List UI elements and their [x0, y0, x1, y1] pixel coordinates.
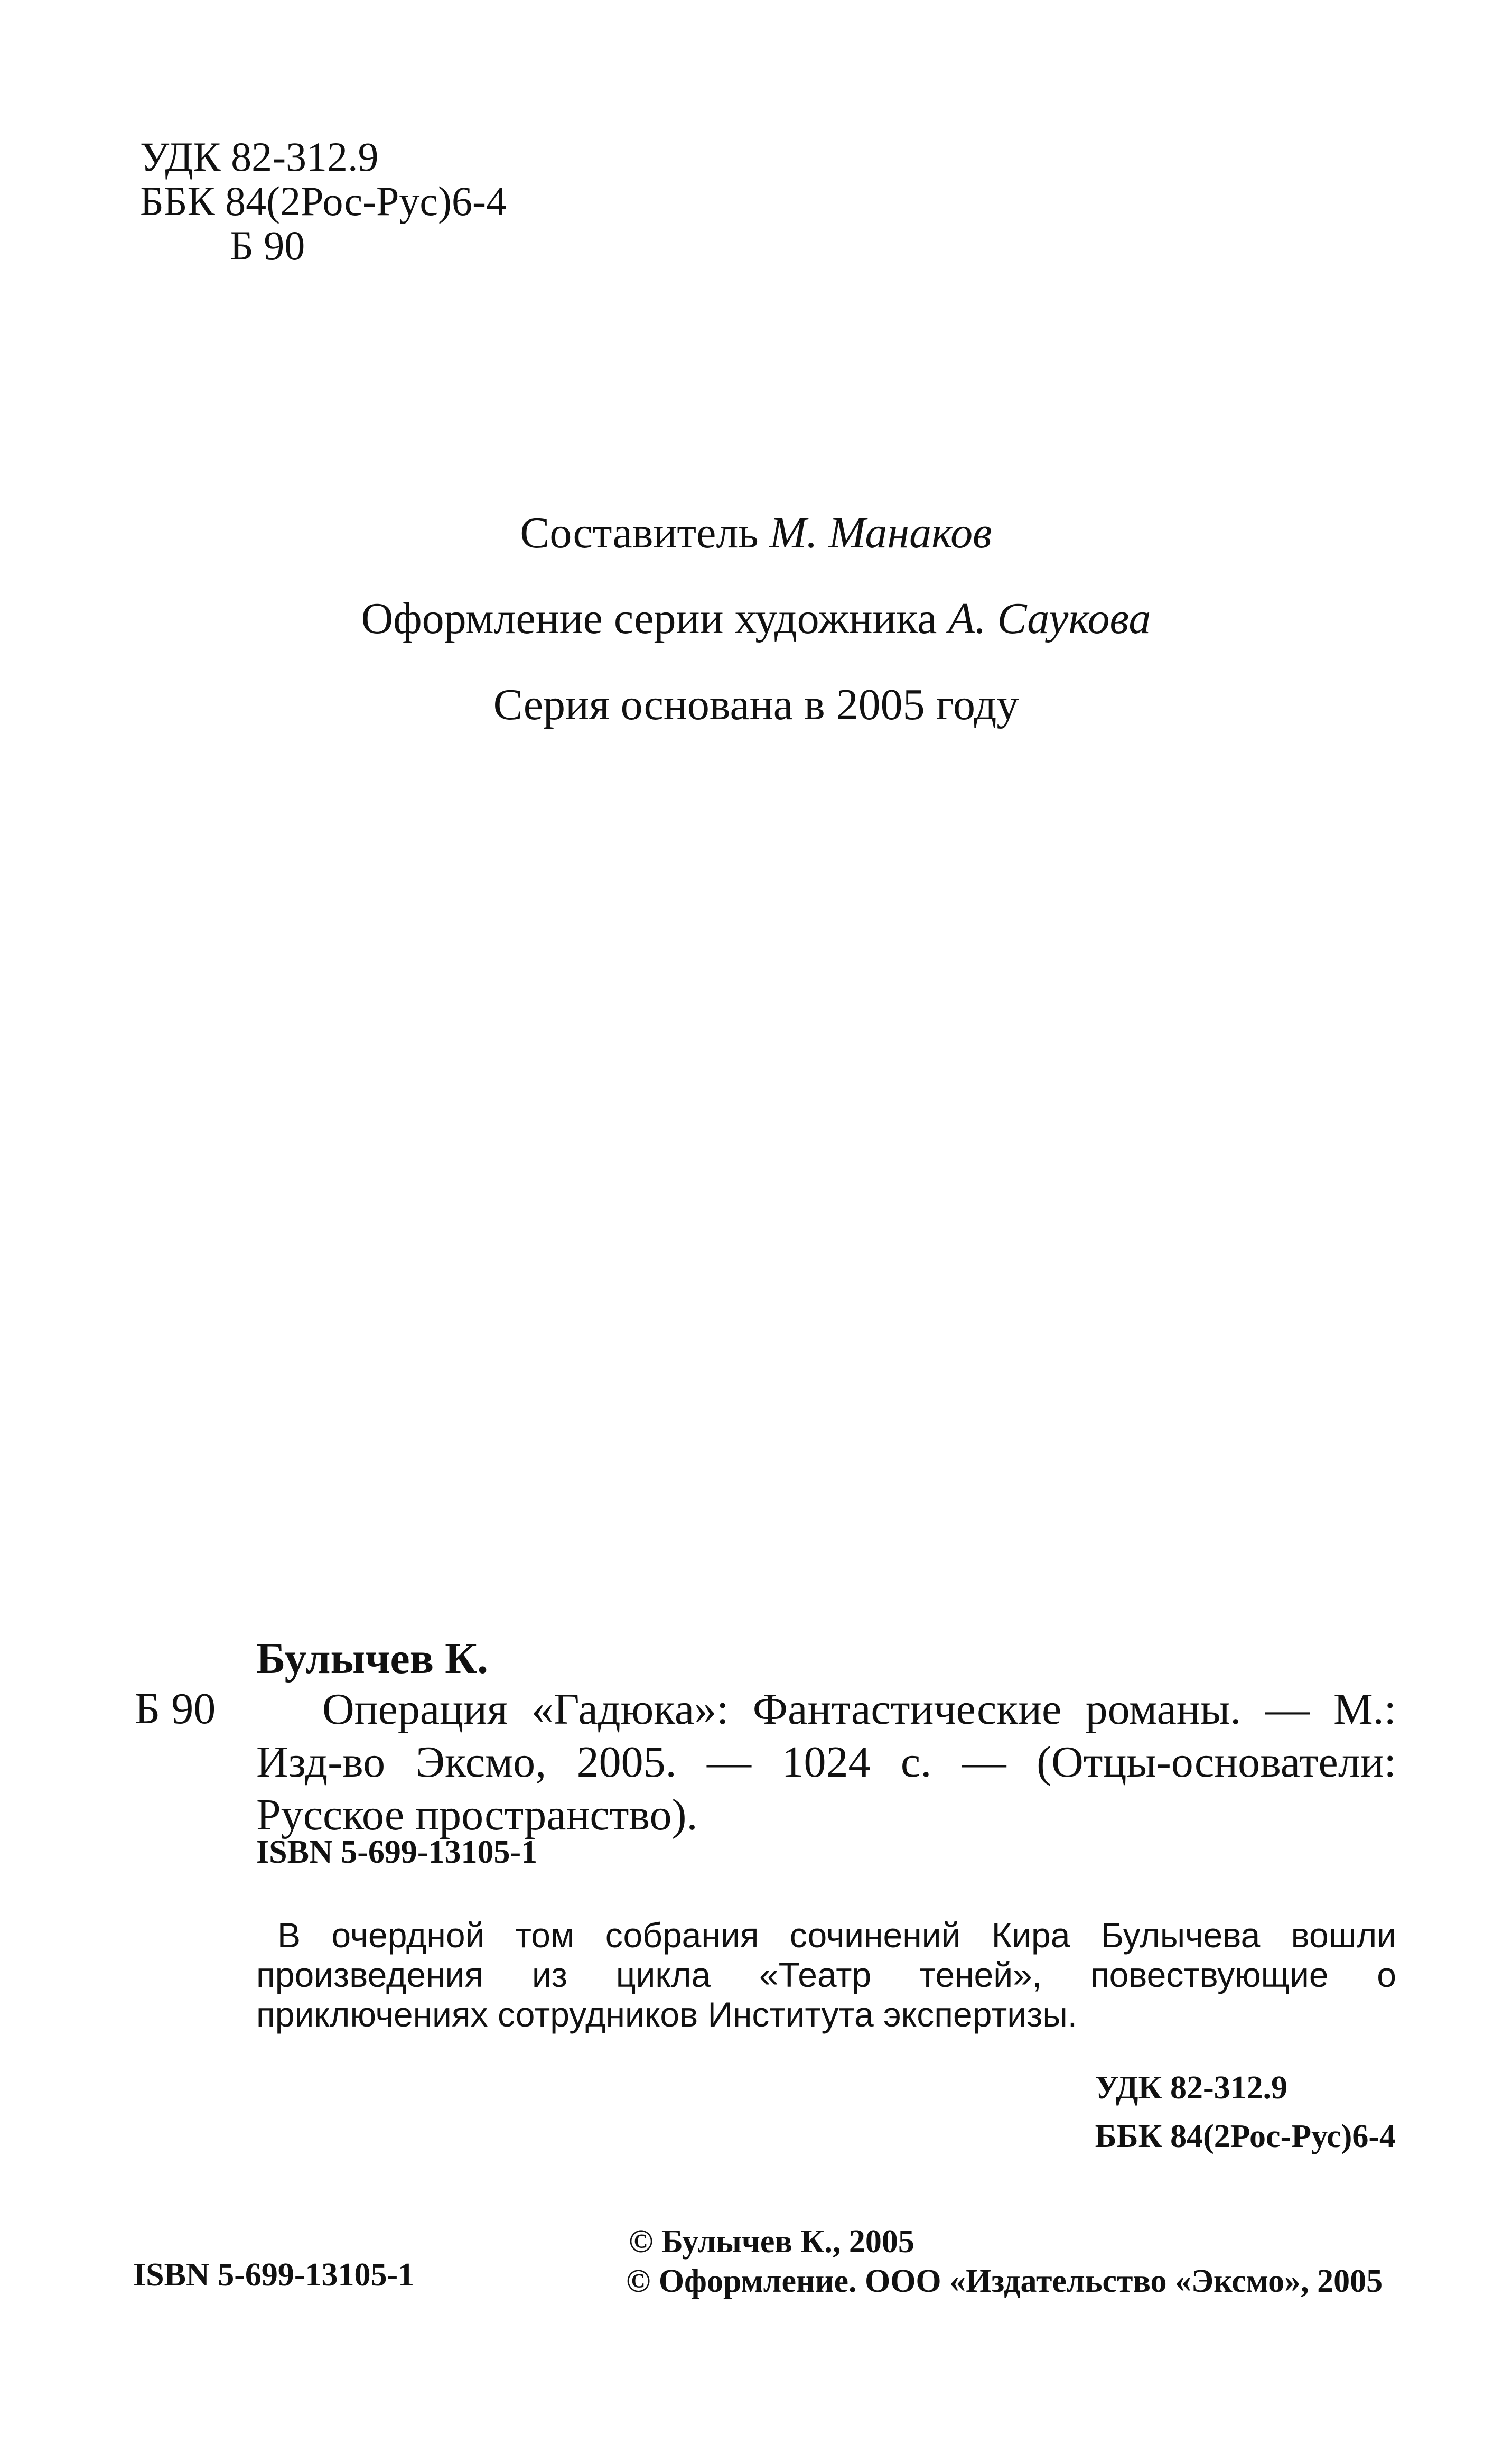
record-author-mark: Б 90 [135, 1684, 216, 1733]
udk-code-bottom: УДК 82-312.9 [1095, 2070, 1288, 2106]
bbk-code: ББК 84(2Рос-Рус)6-4 [140, 178, 507, 224]
record-isbn: ISBN 5-699-13105-1 [256, 1834, 538, 1870]
copyright-block [626, 2222, 1383, 2301]
design-label: Оформление серии художника [361, 594, 937, 643]
classification-codes-bottom [1095, 2064, 1396, 2161]
record-description: Операция «Гадюка»: Фантастические романы. — М.: Изд-во Эксмо, 2005. — 1024 с. — (Отцы-основатели: Русское пространство). [256, 1685, 1396, 1839]
copyright-design: © Оформление. ООО «Издательство «Эксмо», 2005 [626, 2263, 1383, 2299]
record-author: Булычев К. [256, 1634, 488, 1683]
designer-name: А. Саукова [948, 594, 1151, 643]
bbk-code-bottom: ББК 84(2Рос-Рус)6-4 [1095, 2118, 1396, 2154]
compiler-label: Составитель [520, 508, 759, 557]
series-founded: Серия основана в 2005 году [493, 680, 1019, 729]
classification-codes-top [140, 135, 507, 268]
author-mark: Б 90 [230, 222, 305, 268]
compiler-credit [0, 507, 1512, 559]
annotation-text: В очердной том собрания сочинений Кира Булычева вошли произведения из цикла «Театр теней», повествующие о приключениях сотрудников Института экспертизы. [256, 1916, 1396, 2034]
design-credit [0, 593, 1512, 644]
compiler-name: М. Манаков [769, 508, 992, 557]
copyright-author: © Булычев К., 2005 [629, 2224, 914, 2260]
udk-code: УДК 82-312.9 [140, 134, 379, 180]
footer-isbn: ISBN 5-699-13105-1 [133, 2257, 415, 2293]
